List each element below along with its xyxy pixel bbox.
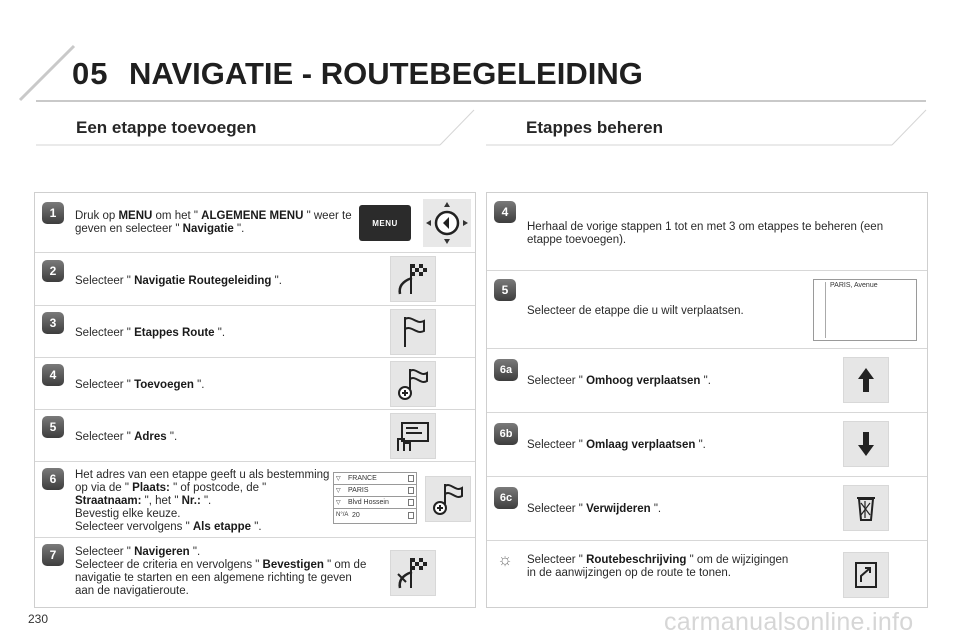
add-waypoint-icon (390, 361, 436, 407)
step-row-3 (35, 306, 475, 358)
navigation-jog-dial-icon (423, 199, 471, 247)
step-row-r6c (487, 477, 927, 541)
step-text: Selecteer " Omhoog verplaatsen ". (527, 375, 711, 387)
step-row-r5 (487, 271, 927, 349)
step-row-r6b (487, 413, 927, 477)
page-number: 230 (28, 612, 49, 626)
step-row-r4 (487, 193, 927, 271)
step-row-1 (35, 193, 475, 253)
form-row: ▽ FRANCE (334, 473, 416, 485)
arrow-up-icon (843, 357, 889, 403)
form-row: N°/A 20 (334, 509, 416, 521)
right-steps-panel (486, 192, 928, 608)
step-text: Selecteer " Etappes Route ". (75, 327, 226, 339)
trash-icon (843, 485, 889, 531)
step-row-4 (35, 358, 475, 410)
tip-icon: ☼ (497, 550, 513, 569)
step-badge: 5 (42, 416, 64, 438)
page-title: NAVIGATIE - ROUTEBEGELEIDING (129, 56, 643, 91)
step-row-r6a (487, 349, 927, 413)
step-badge: 6b (494, 423, 518, 445)
start-navigation-icon (390, 550, 436, 596)
step-row-5 (35, 410, 475, 462)
route-description-icon (843, 552, 889, 598)
section-title: Een etappe toevoegen (76, 118, 257, 137)
waypoint-list-screenshot (813, 279, 917, 341)
address-entry-icon (390, 413, 436, 459)
form-row: ▽ Blvd Hossein (334, 497, 416, 509)
step-text: Selecteer " Navigatie Routegeleiding ". (75, 275, 282, 287)
section-header-right (486, 108, 928, 146)
flag-icon (390, 309, 436, 355)
step-badge: 3 (42, 312, 64, 334)
left-steps-panel (34, 192, 476, 608)
step-badge: 5 (494, 279, 516, 301)
form-row: ▽ PARIS (334, 485, 416, 497)
step-text: Selecteer " Toevoegen ". (75, 379, 205, 391)
step-badge: 6 (42, 468, 64, 490)
step-row-route-description (487, 541, 927, 608)
step-badge: 1 (42, 202, 64, 224)
waypoint-entry: PARIS, Avenue (830, 282, 878, 289)
menu-button-image: MENU (359, 205, 411, 241)
step-row-7 (35, 538, 475, 608)
section-header-left (36, 108, 476, 146)
step-badge: 6c (494, 487, 518, 509)
route-guidance-icon (390, 256, 436, 302)
step-badge: 4 (494, 201, 516, 223)
step-text: Selecteer " Routebeschrijving " om de wijzigingen in de aanwijzingen op de route te tonen. (527, 554, 789, 579)
step-text: Druk op MENU om het " ALGEMENE MENU " weer te geven en selecteer " Navigatie ". (75, 210, 352, 235)
address-form-screenshot (333, 472, 417, 524)
header-corner-decoration (18, 40, 78, 104)
watermark: carmanualsonline.info (664, 608, 914, 636)
step-text: Selecteer " Navigeren ". Selecteer de criteria en vervolgens " Bevestigen " om de navigatie te starten en een algemene richting te geven aan de navigatieroute. (75, 546, 367, 597)
step-row-2 (35, 253, 475, 306)
step-badge: 4 (42, 364, 64, 386)
step-text: Selecteer de etappe die u wilt verplaatsen. (527, 305, 744, 317)
step-text: Selecteer " Omlaag verplaatsen ". (527, 439, 706, 451)
step-badge: 7 (42, 544, 64, 566)
chapter-number: 05 (72, 56, 109, 91)
step-text: Selecteer " Adres ". (75, 431, 178, 443)
header-rule (36, 100, 926, 102)
add-waypoint-icon (425, 476, 471, 522)
arrow-down-icon (843, 421, 889, 467)
step-text: Het adres van een etappe geeft u als bestemming op via de " Plaats: " of postcode, de " Straatnaam: ", het " Nr.: ". Bevestig elke keuze. Selecteer vervolgens " Als etappe ". (75, 469, 330, 533)
step-row-6 (35, 462, 475, 538)
step-badge: 2 (42, 260, 64, 282)
step-text: Herhaal de vorige stappen 1 tot en met 3 om etappes te beheren (een etappe toevoegen). (527, 221, 884, 246)
section-title: Etappes beheren (526, 118, 663, 137)
step-badge: 6a (494, 359, 518, 381)
step-text: Selecteer " Verwijderen ". (527, 503, 662, 515)
